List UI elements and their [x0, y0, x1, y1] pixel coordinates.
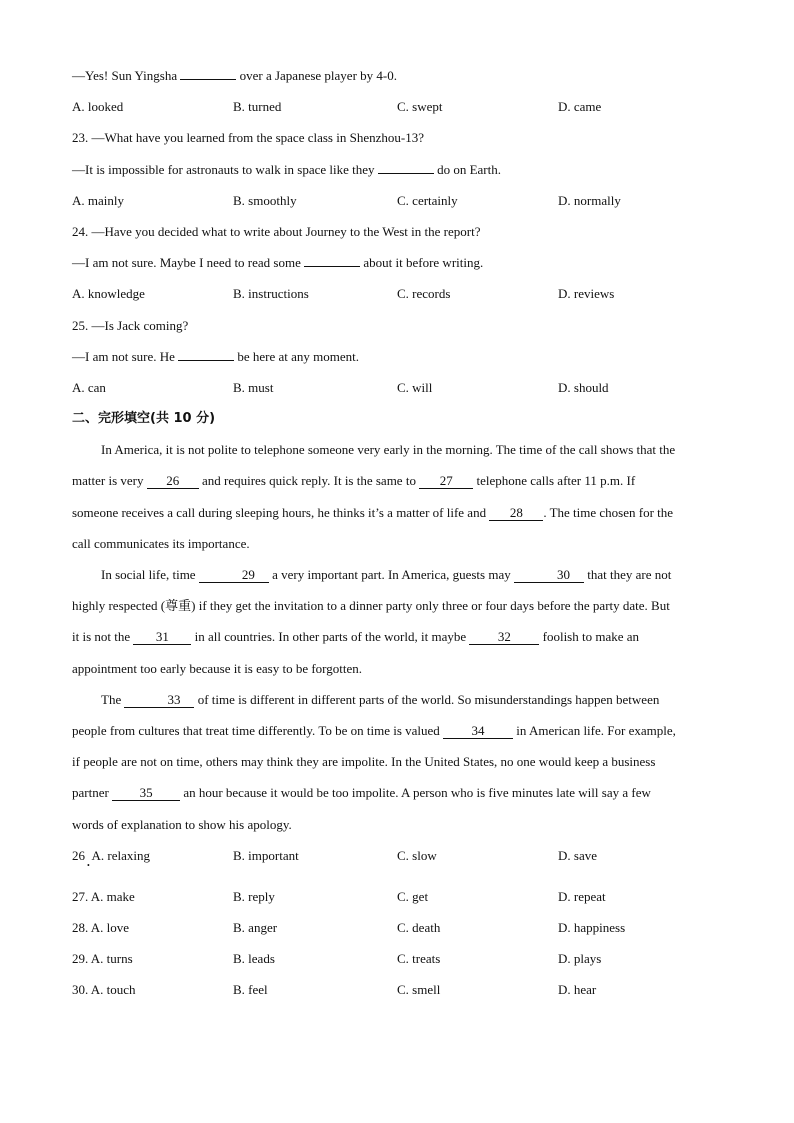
blank-34[interactable]: 34 [443, 724, 513, 739]
q30-option-b[interactable]: B. feel [233, 982, 268, 998]
q22-blank[interactable] [180, 79, 236, 80]
passage-text: . The time chosen for the [543, 504, 674, 520]
passage-line: appointment too early because it is easy to be forgotten. [72, 660, 363, 676]
blank-33[interactable]: 33 [124, 693, 194, 708]
passage-text: partner [72, 785, 113, 801]
passage-text: The [101, 691, 125, 707]
q22-options [72, 91, 722, 122]
q25-answer-pre: —I am not sure. He [72, 348, 179, 364]
q24-options [72, 278, 722, 309]
q28-options [72, 912, 722, 943]
passage-line [72, 684, 722, 715]
q24-blank[interactable] [304, 266, 360, 267]
passage-line [72, 465, 722, 496]
passage-line: if people are not on time, others may think they are impolite. In the United States, no one would keep a business [72, 754, 656, 770]
q24-answer-line [72, 247, 722, 278]
q24-option-c[interactable]: C. records [397, 286, 451, 302]
q29-option-b[interactable]: B. leads [233, 951, 275, 967]
passage-text: in all countries. In other parts of the world, it maybe [191, 629, 470, 645]
q23-option-b[interactable]: B. smoothly [233, 192, 297, 208]
exam-page [72, 60, 722, 1006]
q30-option-a[interactable]: 30. A. touch [72, 982, 136, 998]
passage-text: that they are not [583, 567, 672, 582]
q22-option-c[interactable]: C. swept [397, 99, 443, 115]
passage-text: a very important part. In America, guests may [268, 567, 514, 582]
q22-answer-post: over a Japanese player by 4-0. [236, 68, 397, 83]
q25-answer-line [72, 341, 722, 372]
q29-option-d[interactable]: D. plays [558, 951, 602, 967]
q26-number: 26 [72, 847, 85, 863]
q24-option-d[interactable]: D. reviews [558, 286, 615, 302]
q28-option-c[interactable]: C. death [397, 920, 441, 936]
q24-answer-pre: —I am not sure. Maybe I need to read some [72, 255, 305, 271]
passage-line [72, 777, 722, 808]
blank-35[interactable]: 35 [112, 786, 180, 801]
q25-option-c[interactable]: C. will [397, 379, 433, 395]
passage-line: highly respected (尊重) if they get the invitation to a dinner party only three or four days before the party date. But [72, 598, 670, 614]
passage-text: it is not the [72, 629, 134, 645]
passage-line: words of explanation to show his apology. [72, 816, 292, 832]
spacer [72, 871, 722, 881]
q23-answer-post: do on Earth. [433, 161, 501, 177]
q27-option-c[interactable]: C. get [397, 888, 429, 904]
q28-option-a[interactable]: 28. A. love [72, 920, 130, 936]
q23-answer-pre: —It is impossible for astronauts to walk in space like they [72, 161, 378, 177]
q23-option-d[interactable]: D. normally [558, 192, 621, 208]
q27-option-a[interactable]: 27. A. make [72, 888, 135, 904]
passage-line: call communicates its importance. [72, 535, 250, 551]
q22-option-b[interactable]: B. turned [233, 99, 282, 115]
q23-question: 23. —What have you learned from the space class in Shenzhou-13? [72, 130, 424, 146]
q25-blank[interactable] [178, 360, 234, 361]
q23-option-a[interactable]: A. mainly [72, 192, 124, 208]
passage-text: telephone calls after 11 p.m. If [473, 473, 636, 489]
q28-option-b[interactable]: B. anger [233, 920, 278, 936]
q30-option-c[interactable]: C. smell [397, 982, 441, 998]
passage-line [72, 559, 722, 590]
q27-option-d[interactable]: D. repeat [558, 888, 606, 904]
passage-text: matter is very [72, 473, 147, 489]
q26-option-a-label: A. relaxing [91, 847, 150, 863]
q28-option-d[interactable]: D. happiness [558, 920, 626, 936]
blank-31[interactable]: 31 [133, 630, 191, 645]
q23-blank[interactable] [378, 173, 434, 174]
passage-line [72, 715, 722, 746]
stray-dot: • [87, 860, 90, 870]
passage-text: an hour because it would be too impolite. A person who is five minutes late will say a few [180, 785, 651, 801]
q30-option-d[interactable]: D. hear [558, 982, 597, 998]
section-title-cloze: 二、完形填空(共 10 分) [72, 411, 216, 427]
q25-option-a[interactable]: A. can [72, 379, 106, 395]
q24-option-b[interactable]: B. instructions [233, 286, 309, 302]
q23-option-c[interactable]: C. certainly [397, 192, 458, 208]
q24-option-a[interactable]: A. knowledge [72, 286, 145, 302]
q23-answer-line [72, 154, 722, 185]
q25-options [72, 372, 722, 403]
q25-answer-post: be here at any moment. [234, 348, 360, 364]
blank-27[interactable]: 27 [419, 474, 473, 489]
passage-line [72, 497, 722, 528]
q26-option-a[interactable] [72, 840, 150, 871]
blank-28[interactable]: 28 [489, 506, 543, 521]
passage-text: someone receives a call during sleeping hours, he thinks it’s a matter of life and [72, 504, 490, 520]
q25-option-b[interactable]: B. must [233, 379, 274, 395]
passage-line [72, 621, 722, 652]
passage-text: of time is different in different parts of the world. So misunderstandings happen between [194, 691, 660, 707]
passage-text: in American life. For example, [513, 722, 676, 738]
passage-line: In America, it is not polite to telephone someone very early in the morning. The time of the call shows that the [101, 442, 676, 458]
q22-option-a[interactable]: A. looked [72, 99, 124, 115]
q27-option-b[interactable]: B. reply [233, 888, 275, 904]
blank-29[interactable]: 29 [199, 568, 269, 583]
passage-text: In social life, time [101, 567, 199, 582]
q22-option-d[interactable]: D. came [558, 99, 602, 115]
q26-option-c[interactable]: C. slow [397, 847, 437, 863]
q26-option-d[interactable]: D. save [558, 847, 597, 863]
blank-30[interactable]: 30 [514, 568, 584, 583]
passage-text: and requires quick reply. It is the same to [198, 473, 420, 489]
q27-options [72, 881, 722, 912]
q25-option-d[interactable]: D. should [558, 379, 609, 395]
q29-option-c[interactable]: C. treats [397, 951, 441, 967]
q22-answer-pre: —Yes! Sun Yingsha [72, 68, 181, 83]
q24-question: 24. —Have you decided what to write about Journey to the West in the report? [72, 223, 481, 239]
q25-question: 25. —Is Jack coming? [72, 317, 189, 333]
q29-options [72, 943, 722, 974]
q24-answer-post: about it before writing. [360, 255, 484, 271]
q26-options [72, 840, 722, 871]
q22-answer-line [72, 60, 722, 91]
blank-26[interactable]: 26 [147, 474, 199, 489]
q30-options [72, 974, 722, 1005]
q23-options [72, 185, 722, 216]
q26-option-b[interactable]: B. important [233, 847, 299, 863]
passage-text: foolish to make an [539, 629, 640, 645]
passage-text: people from cultures that treat time differently. To be on time is valued [72, 722, 444, 738]
blank-32[interactable]: 32 [469, 630, 539, 645]
q29-option-a[interactable]: 29. A. turns [72, 951, 133, 967]
